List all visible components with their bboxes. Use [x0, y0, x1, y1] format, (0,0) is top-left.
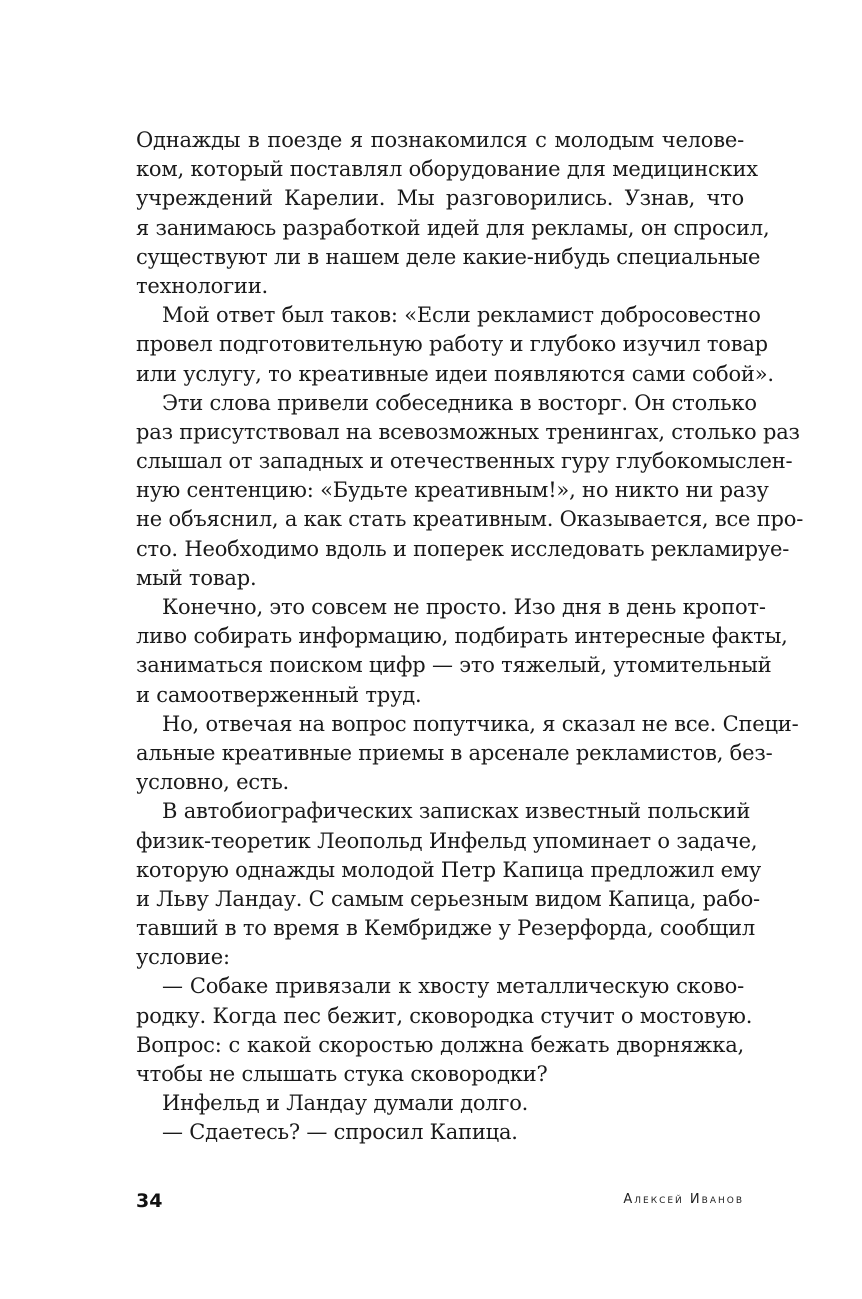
text-line: Мой ответ был таков: «Если рекламист добросовестно [162, 303, 761, 328]
text-line: или услугу, то креативные идеи появляются сами собой». [136, 361, 774, 386]
text-line: сто. Необходимо вдоль и поперек исследовать рекламируе- [136, 536, 790, 561]
text-line: раз присутствовал на всевозможных тренингах, столько раз [136, 419, 800, 444]
paragraph [136, 301, 774, 389]
text-line: я занимаюсь разработкой идей для рекламы, он спросил, [136, 215, 770, 240]
text-line: технологии. [136, 273, 268, 298]
paragraph [136, 797, 762, 972]
text-line: которую однажды молодой Петр Капица предложил ему [136, 857, 762, 882]
paragraph [136, 710, 799, 798]
text-line: Конечно, это совсем не просто. Изо дня в день кропот- [162, 595, 766, 619]
text-line: и самоотверженный труд. [136, 682, 422, 707]
text-line: мый товар. [136, 565, 257, 590]
paragraph [136, 389, 804, 593]
text-line: провел подготовительную работу и глубоко изучил товар [136, 332, 768, 357]
text-line: тавший в то время в Кембридже у Резерфорда, сообщил [136, 916, 756, 941]
text-line: — Собаке привязали к хвосту металлическую сково- [162, 974, 744, 999]
paragraph [136, 972, 753, 1089]
running-footer-author: Алексей Иванов [623, 1192, 744, 1207]
text-line: и Льву Ландау. С самым серьезным видом Капица, рабо- [136, 886, 760, 911]
text-line: условно, есть. [136, 770, 290, 795]
text-line: заниматься поиском цифр — это тяжелый, утомительный [136, 653, 772, 678]
paragraph [136, 1089, 744, 1118]
text-line: родку. Когда пес бежит, сковородка стучит о мостовую. [136, 1003, 753, 1028]
text-line: не объяснил, а как стать креативным. Оказывается, все про- [136, 507, 804, 532]
text-line: альные креативные приемы в арсенале рекламистов, без- [136, 740, 773, 765]
text-line: Однажды в поезде я познакомился с молодым челове- [136, 128, 744, 152]
text-line: существуют ли в нашем деле какие-нибудь специальные [136, 244, 761, 269]
page-footer [136, 1190, 744, 1212]
text-line: ливо собирать информацию, подбирать интересные факты, [136, 624, 788, 649]
page-number: 34 [136, 1190, 163, 1212]
text-line: Вопрос: с какой скоростью должна бежать дворняжка, [136, 1032, 744, 1057]
text-line: физик-теоретик Леопольд Инфельд упоминает о задаче, [136, 828, 758, 853]
text-line: ную сентенцию: «Будьте креативным!», но никто ни разу [136, 478, 769, 503]
text-line: — Сдаетесь? — спросил Капица. [162, 1120, 518, 1145]
text-line: В автобиографических записках известный польский [162, 799, 751, 824]
text-line: Но, отвечая на вопрос попутчика, я сказал не все. Специ- [162, 711, 799, 736]
text-line: Инфельд и Ландау думали долго. [162, 1091, 529, 1116]
text-line: слышал от западных и отечественных гуру глубокомыслен- [136, 449, 793, 474]
text-line: чтобы не слышать стука сковородки? [136, 1062, 548, 1086]
book-page-body [136, 126, 804, 1148]
text-line: условие: [136, 945, 230, 970]
text-line: ком, который поставлял оборудование для медицинских [136, 157, 758, 182]
paragraph [136, 593, 788, 710]
paragraph [136, 126, 770, 301]
text-line: учреждений Карелии. Мы разговорились. Узнав, что [136, 186, 744, 211]
paragraph [136, 1118, 744, 1147]
text-line: Эти слова привели собеседника в восторг. Он столько [162, 390, 757, 415]
